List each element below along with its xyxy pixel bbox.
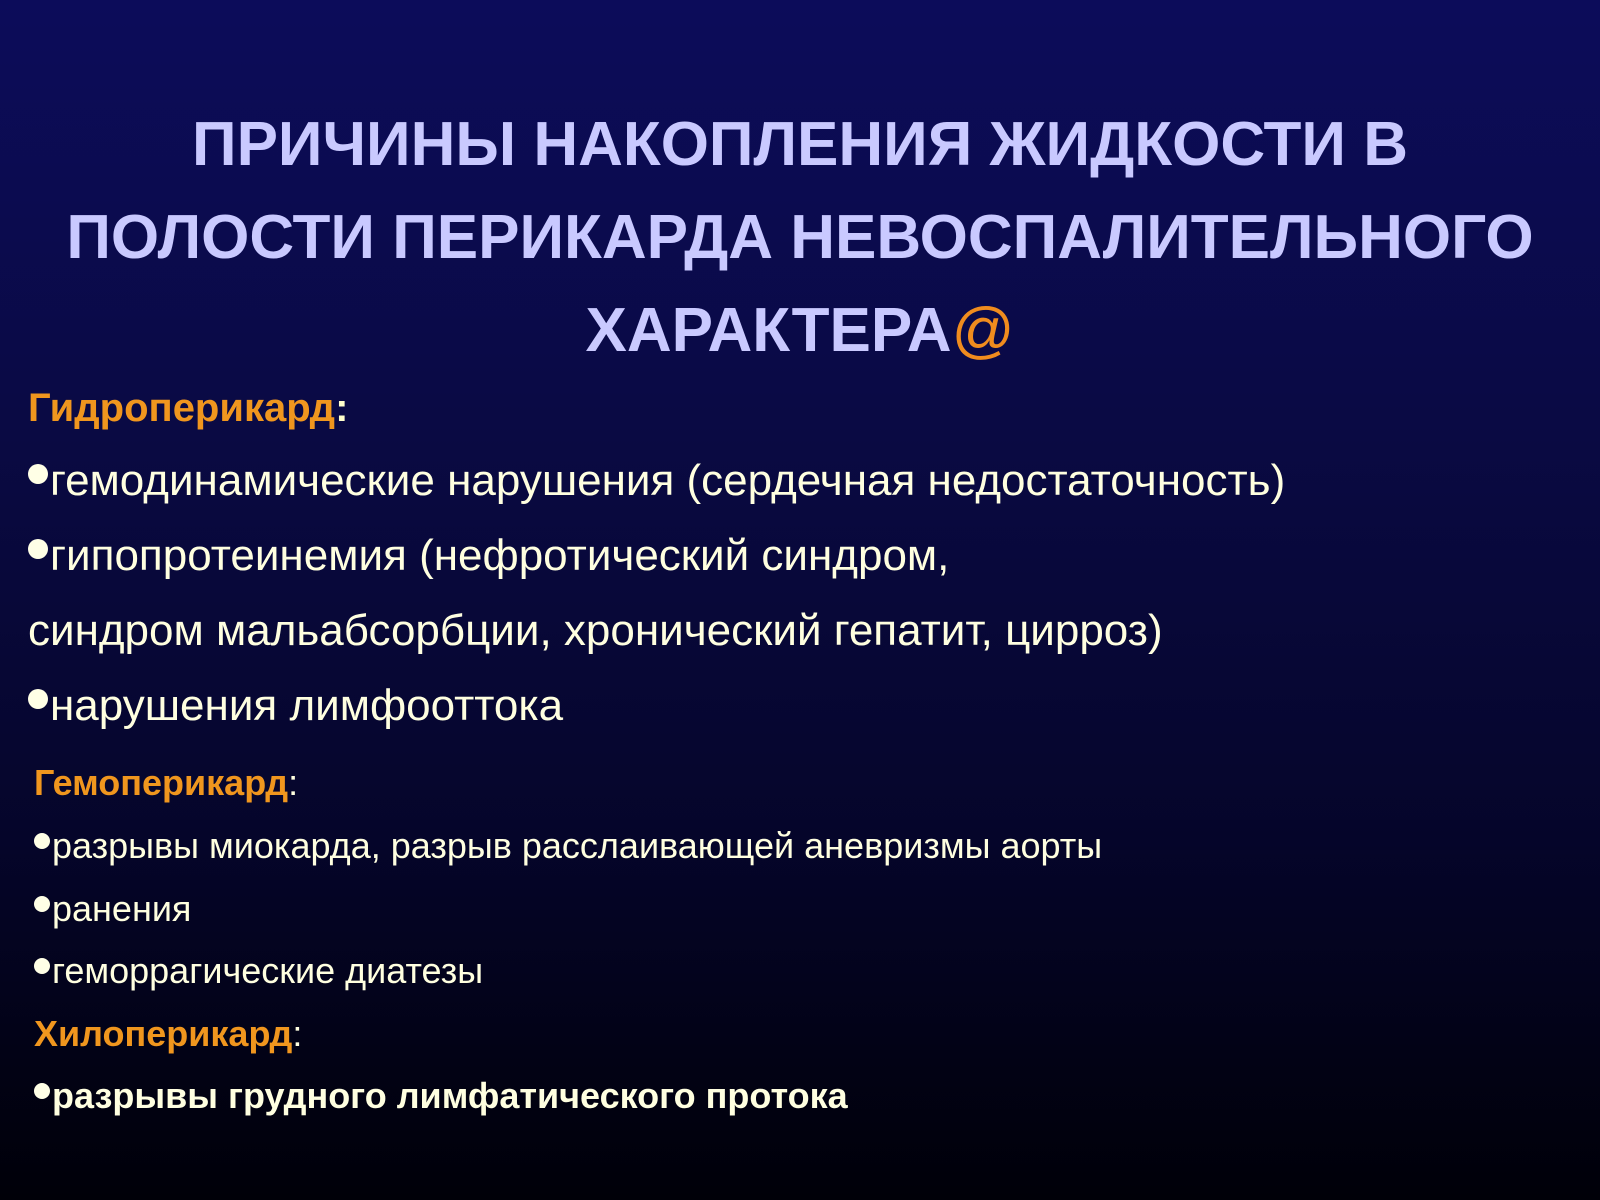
list-item-continuation	[28, 606, 1163, 656]
chylopericardium-heading-text: Хилоперикард	[34, 1013, 293, 1054]
title-line-3: ХАРАКТЕРА	[585, 296, 952, 365]
hemopericardium-item-2: ранения	[52, 888, 192, 929]
hydropericardium-item-2: гипопротеинемия (нефротический синдром,	[50, 531, 950, 580]
list-item	[34, 825, 1102, 867]
bullet-icon	[34, 958, 50, 974]
title-line-2: ПОЛОСТИ ПЕРИКАРДА НЕВОСПАЛИТЕЛЬНОГО	[66, 203, 1534, 272]
list-item	[34, 950, 483, 992]
list-item	[34, 1075, 848, 1117]
chylopericardium-heading-colon: :	[292, 1013, 303, 1054]
bullet-icon	[28, 539, 48, 559]
bullet-icon	[34, 833, 50, 849]
bullet-icon	[28, 689, 48, 709]
list-item	[28, 531, 949, 581]
hydropericardium-heading-colon: :	[335, 386, 349, 430]
hemopericardium-heading-colon: :	[288, 762, 299, 803]
hemopericardium-heading	[34, 762, 298, 804]
list-item	[28, 681, 563, 731]
hemopericardium-heading-text: Гемоперикард	[34, 762, 289, 803]
hemopericardium-item-3: геморрагические диатезы	[52, 950, 484, 991]
hydropericardium-item-3: синдром мальабсорбции, хронический гепатит, цирроз)	[28, 606, 1163, 655]
title-line-1: ПРИЧИНЫ НАКОПЛЕНИЯ ЖИДКОСТИ В	[192, 110, 1408, 179]
slide-title	[20, 98, 1580, 377]
bullet-icon	[34, 1083, 50, 1099]
hydropericardium-item-4: нарушения лимфооттока	[50, 681, 564, 730]
at-symbol: @	[951, 296, 1015, 365]
hydropericardium-item-1: гемодинамические нарушения (сердечная недостаточность)	[50, 456, 1286, 505]
chylopericardium-item-1: разрывы грудного лимфатического протока	[52, 1075, 848, 1116]
hemopericardium-item-1: разрывы миокарда, разрыв расслаивающей аневризмы аорты	[52, 825, 1103, 866]
list-item	[34, 888, 191, 930]
chylopericardium-heading	[34, 1013, 302, 1055]
list-item	[28, 456, 1285, 506]
bullet-icon	[28, 464, 48, 484]
bullet-icon	[34, 896, 50, 912]
hydropericardium-heading	[28, 386, 348, 431]
hydropericardium-heading-text: Гидроперикард	[28, 386, 336, 430]
